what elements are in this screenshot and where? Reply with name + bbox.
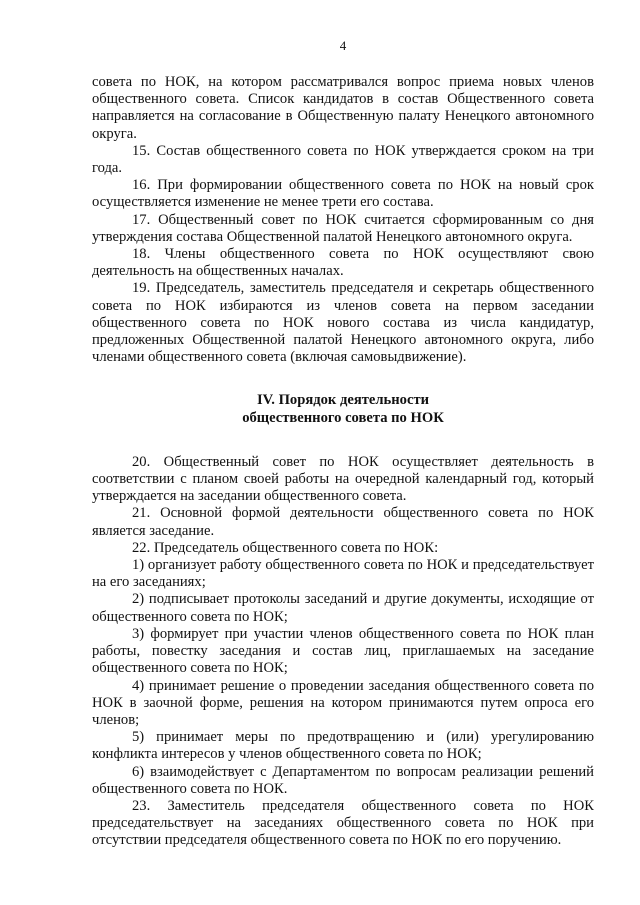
list-item-22-4: 4) принимает решение о проведении заседания общественного совета по НОК в заочной форме, решения на котором принимаются путем опроса его членов; bbox=[92, 677, 594, 728]
paragraph-18: 18. Члены общественного совета по НОК осуществляют свою деятельность на общественных началах. bbox=[92, 246, 594, 280]
list-item-22-6: 6) взаимодействует с Департаментом по вопросам реализации решений общественного совета по НОК. bbox=[92, 763, 594, 797]
section-heading-line-2: общественного совета по НОК bbox=[242, 409, 444, 426]
list-item-22-2: 2) подписывает протоколы заседаний и другие документы, исходящие от общественного совета по НОК; bbox=[92, 591, 594, 625]
section-heading bbox=[92, 392, 594, 426]
paragraph-19: 19. Председатель, заместитель председателя и секретарь общественного совета по НОК избираются из членов совета на первом заседании общественного совета по НОК нового состава из числа кандидатур, предложенных Общественной палатой Ненецкого автономного округа, либо членами общественного совета (включая самовыдвижение). bbox=[92, 280, 594, 366]
paragraph-continuation: совета по НОК, на котором рассматривался вопрос приема новых членов общественного совета. Список кандидатов в состав Общественного совета направляется на согласование в Общественную палату Ненецкого автономного округа. bbox=[92, 74, 594, 142]
paragraph-21: 21. Основной формой деятельности общественного совета по НОК является заседание. bbox=[92, 505, 594, 539]
paragraph-15: 15. Состав общественного совета по НОК утверждается сроком на три года. bbox=[92, 142, 594, 177]
list-item-22-3: 3) формирует при участии членов общественного совета по НОК план работы, повестку заседания и состав лиц, приглашаемых на заседание общественного совета по НОК; bbox=[92, 625, 594, 677]
section-heading-line-1: IV. Порядок деятельности bbox=[256, 392, 430, 409]
page-number: 4 bbox=[339, 38, 347, 53]
paragraph-16: 16. При формировании общественного совета по НОК на новый срок осуществляется изменение не менее трети его состава. bbox=[92, 177, 594, 211]
paragraph-20: 20. Общественный совет по НОК осуществляет деятельность в соответствии с планом своей работы на очередной календарный год, который утверждается на заседании общественного совета. bbox=[92, 453, 594, 505]
paragraph-17: 17. Общественный совет по НОК считается сформированным со дня утверждения состава Общественной палатой Ненецкого автономного округа. bbox=[92, 211, 594, 245]
list-item-22-1: 1) организует работу общественного совета по НОК и председательствует на его заседаниях; bbox=[92, 557, 594, 591]
paragraph-23: 23. Заместитель председателя общественного совета по НОК председательствует на заседаниях общественного совета по НОК при отсутствии председателя общественного совета по НОК по его поручению. bbox=[92, 797, 594, 849]
paragraph-22: 22. Председатель общественного совета по НОК: bbox=[132, 539, 439, 556]
list-item-22-5: 5) принимает меры по предотвращению и (или) урегулированию конфликта интересов у членов общественного совета по НОК; bbox=[92, 729, 594, 763]
